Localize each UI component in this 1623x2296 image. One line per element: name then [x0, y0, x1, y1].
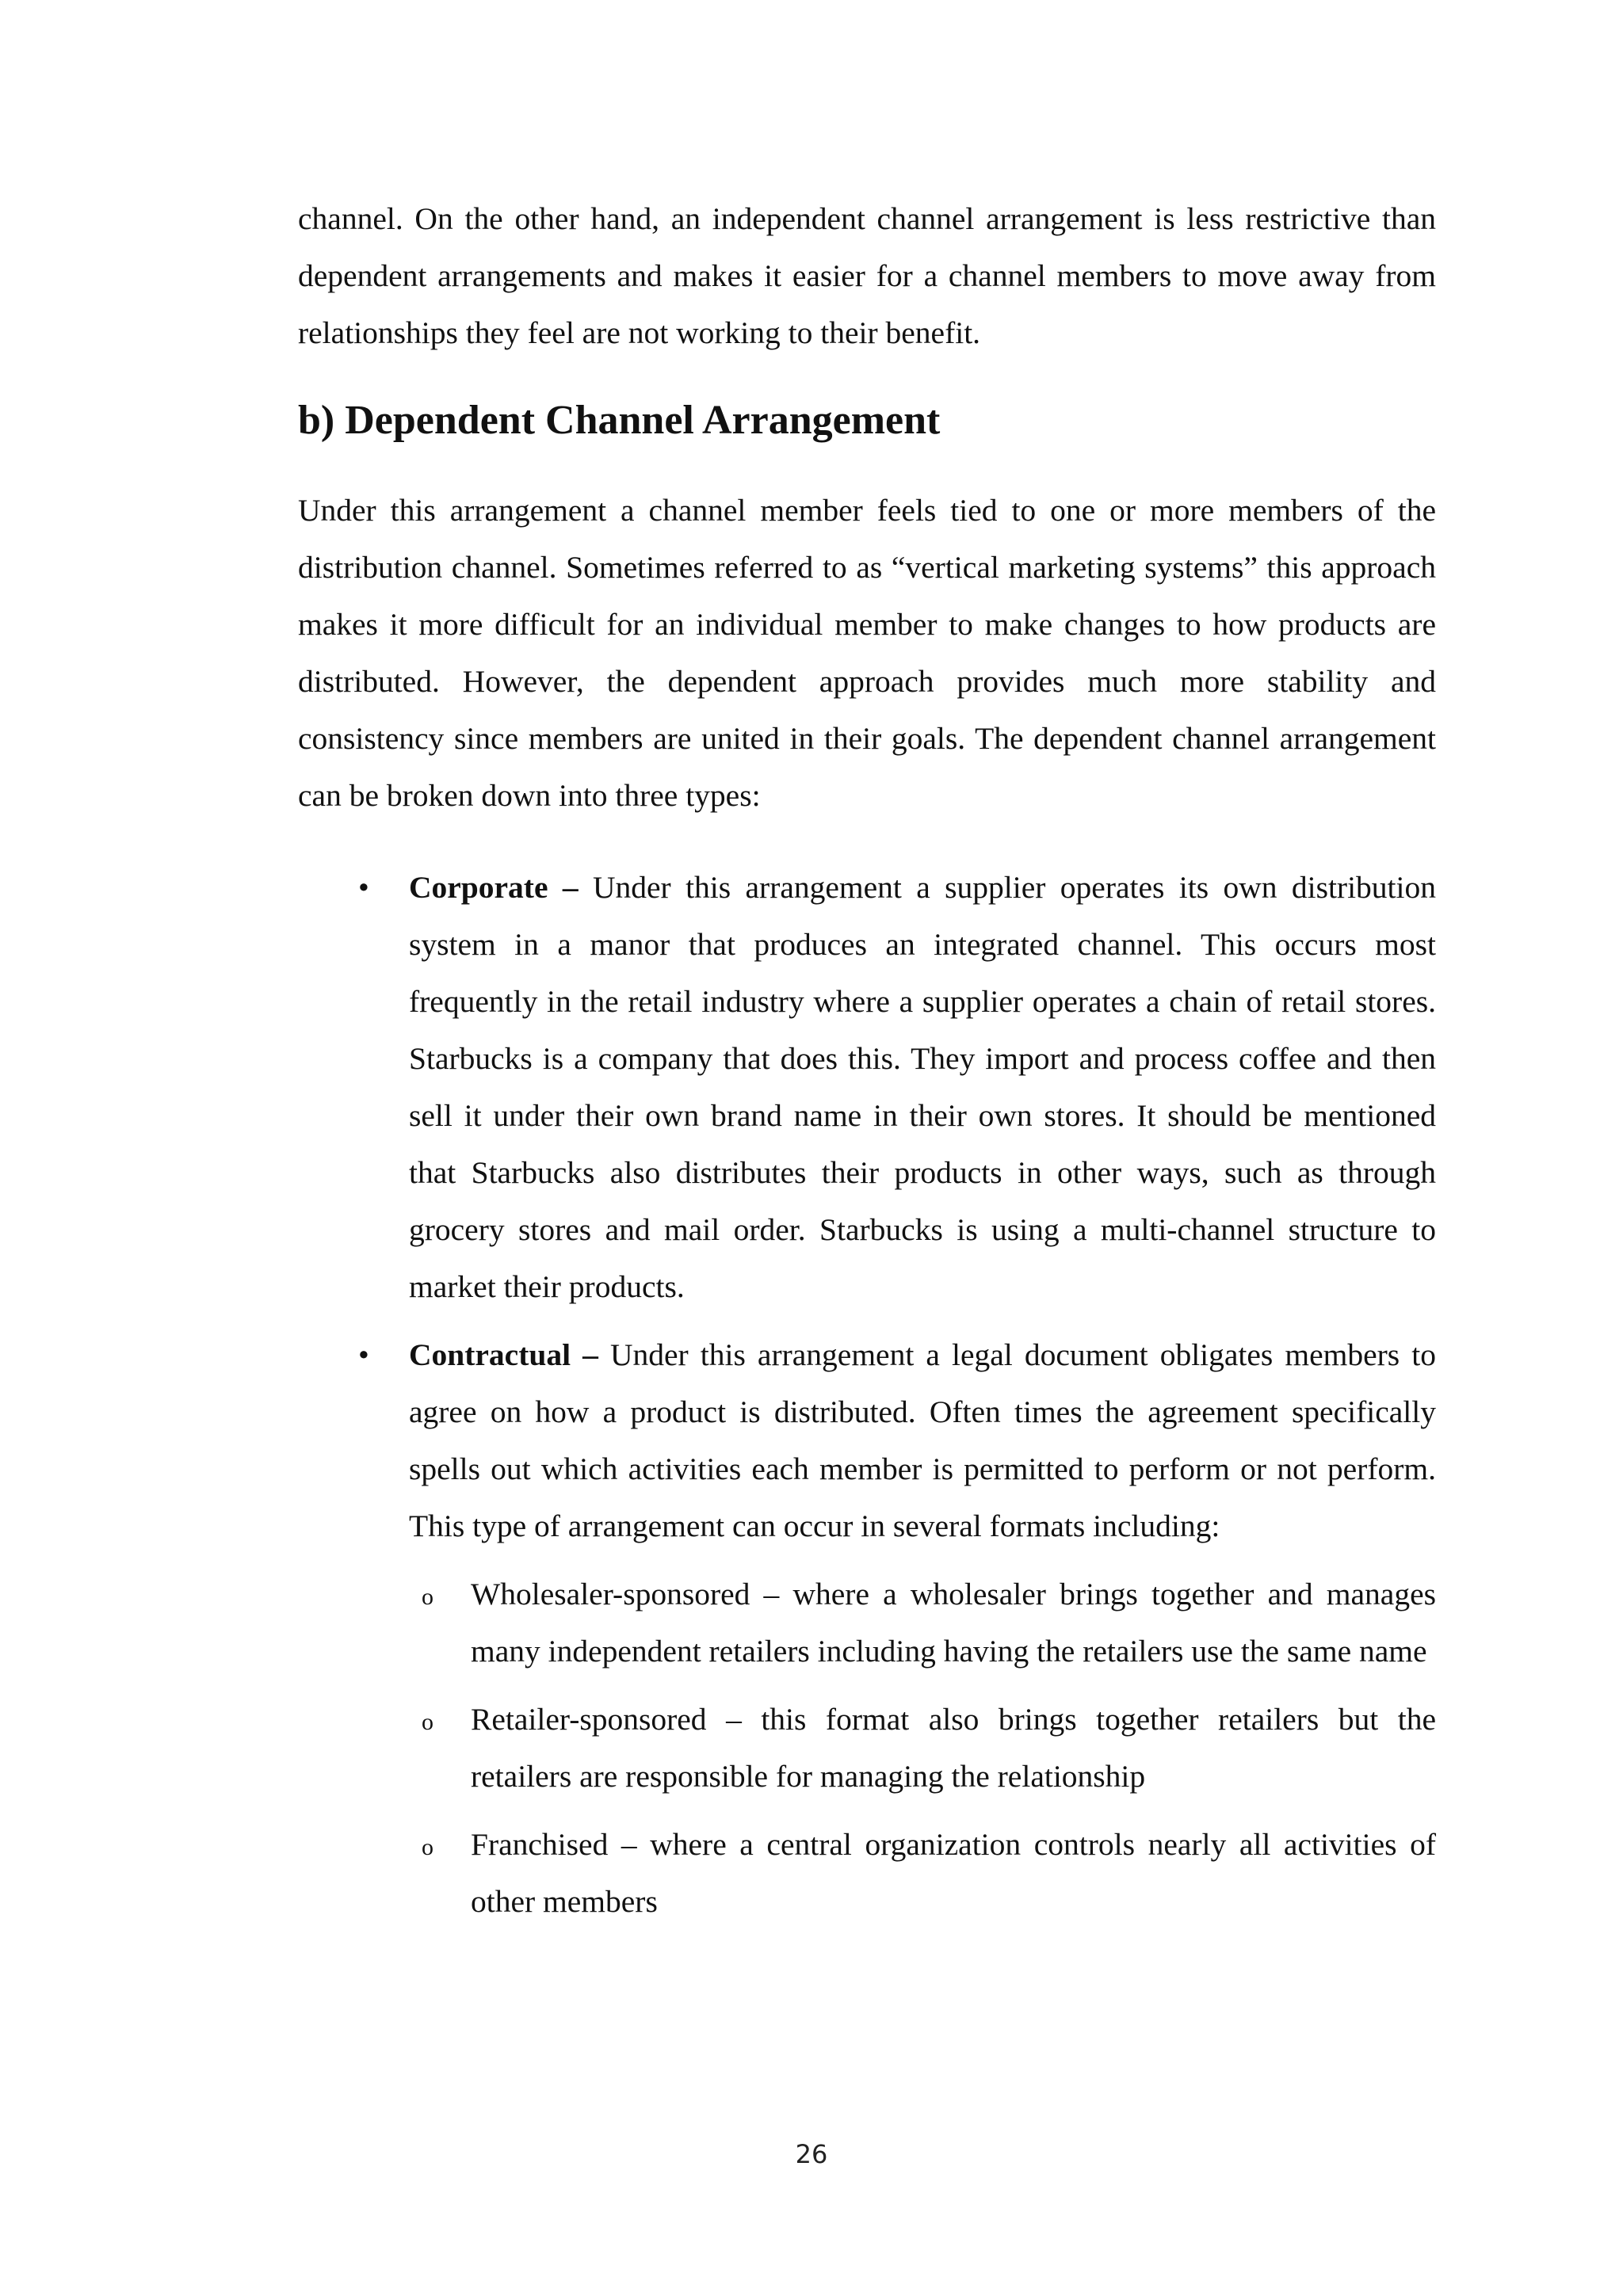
page-number: 26 — [795, 2139, 828, 2169]
list-item-franchised — [409, 1816, 1436, 1930]
intro-paragraph: Under this arrangement a channel member feels tied to one or more members of the distribution channel. Sometimes referred to as “vertical marketing systems” this approach makes it more difficult for an individual member to make changes to how products are distributed. However, the dependent approach provides much more stability and consistency since members are united in their goals. The dependent channel arrangement can be broken down into three types: — [298, 493, 1436, 814]
list-item-wholesaler-sponsored — [409, 1566, 1436, 1680]
type-text: Under this arrangement a legal document obligates members to agree on how a product is distributed. Often times the agreement specifically spells out which activities each member is permitted to perform or not perform. This type of arrangement can occur in several formats including: — [409, 1337, 1436, 1544]
type-term: Contractual – — [409, 1337, 598, 1373]
list-item-contractual — [298, 1326, 1436, 1930]
type-text: Under this arrangement a supplier operates its own distribution system in a manor that produces an integrated channel. This occurs most frequently in the retail industry where a supplier operates a chain of retail stores. Starbucks is a company that does this. They import and process coffee and then sell it under their own brand name in their own stores. It should be mentioned that Starbucks also distributes their products in other ways, such as through grocery stores and mail order. Starbucks is using a multi-channel structure to market their products. — [409, 870, 1437, 1305]
list-item-corporate — [298, 859, 1436, 1315]
bullet-icon: • — [358, 1337, 369, 1373]
circle-bullet-icon: o — [422, 1709, 433, 1736]
type-description — [409, 1326, 1436, 1554]
type-term: Corporate – — [409, 870, 579, 906]
list-item-retailer-sponsored — [409, 1691, 1436, 1805]
section-heading: b) Dependent Channel Arrangement — [298, 398, 941, 443]
format-text: Retailer-sponsored – this format also brings together retailers but the retailers are responsible for managing the relationship — [471, 1702, 1436, 1794]
type-description — [409, 859, 1436, 1315]
format-text: Franchised – where a central organization controls nearly all activities of other members — [471, 1827, 1436, 1920]
channel-types-list — [298, 859, 1436, 1930]
document-page — [298, 190, 1436, 1941]
circle-bullet-icon: o — [422, 1834, 433, 1861]
continuation-paragraph: channel. On the other hand, an independent channel arrangement is less restrictive than dependent arrangements and makes it easier for a channel members to move away from relationships they feel are not working to their benefit. — [298, 201, 1436, 350]
bullet-icon: • — [358, 870, 369, 906]
format-text: Wholesaler-sponsored – where a wholesaler brings together and manages many independent retailers including having the retailers use the same name — [471, 1577, 1436, 1669]
circle-bullet-icon: o — [422, 1584, 433, 1611]
contractual-formats-list — [409, 1566, 1436, 1930]
